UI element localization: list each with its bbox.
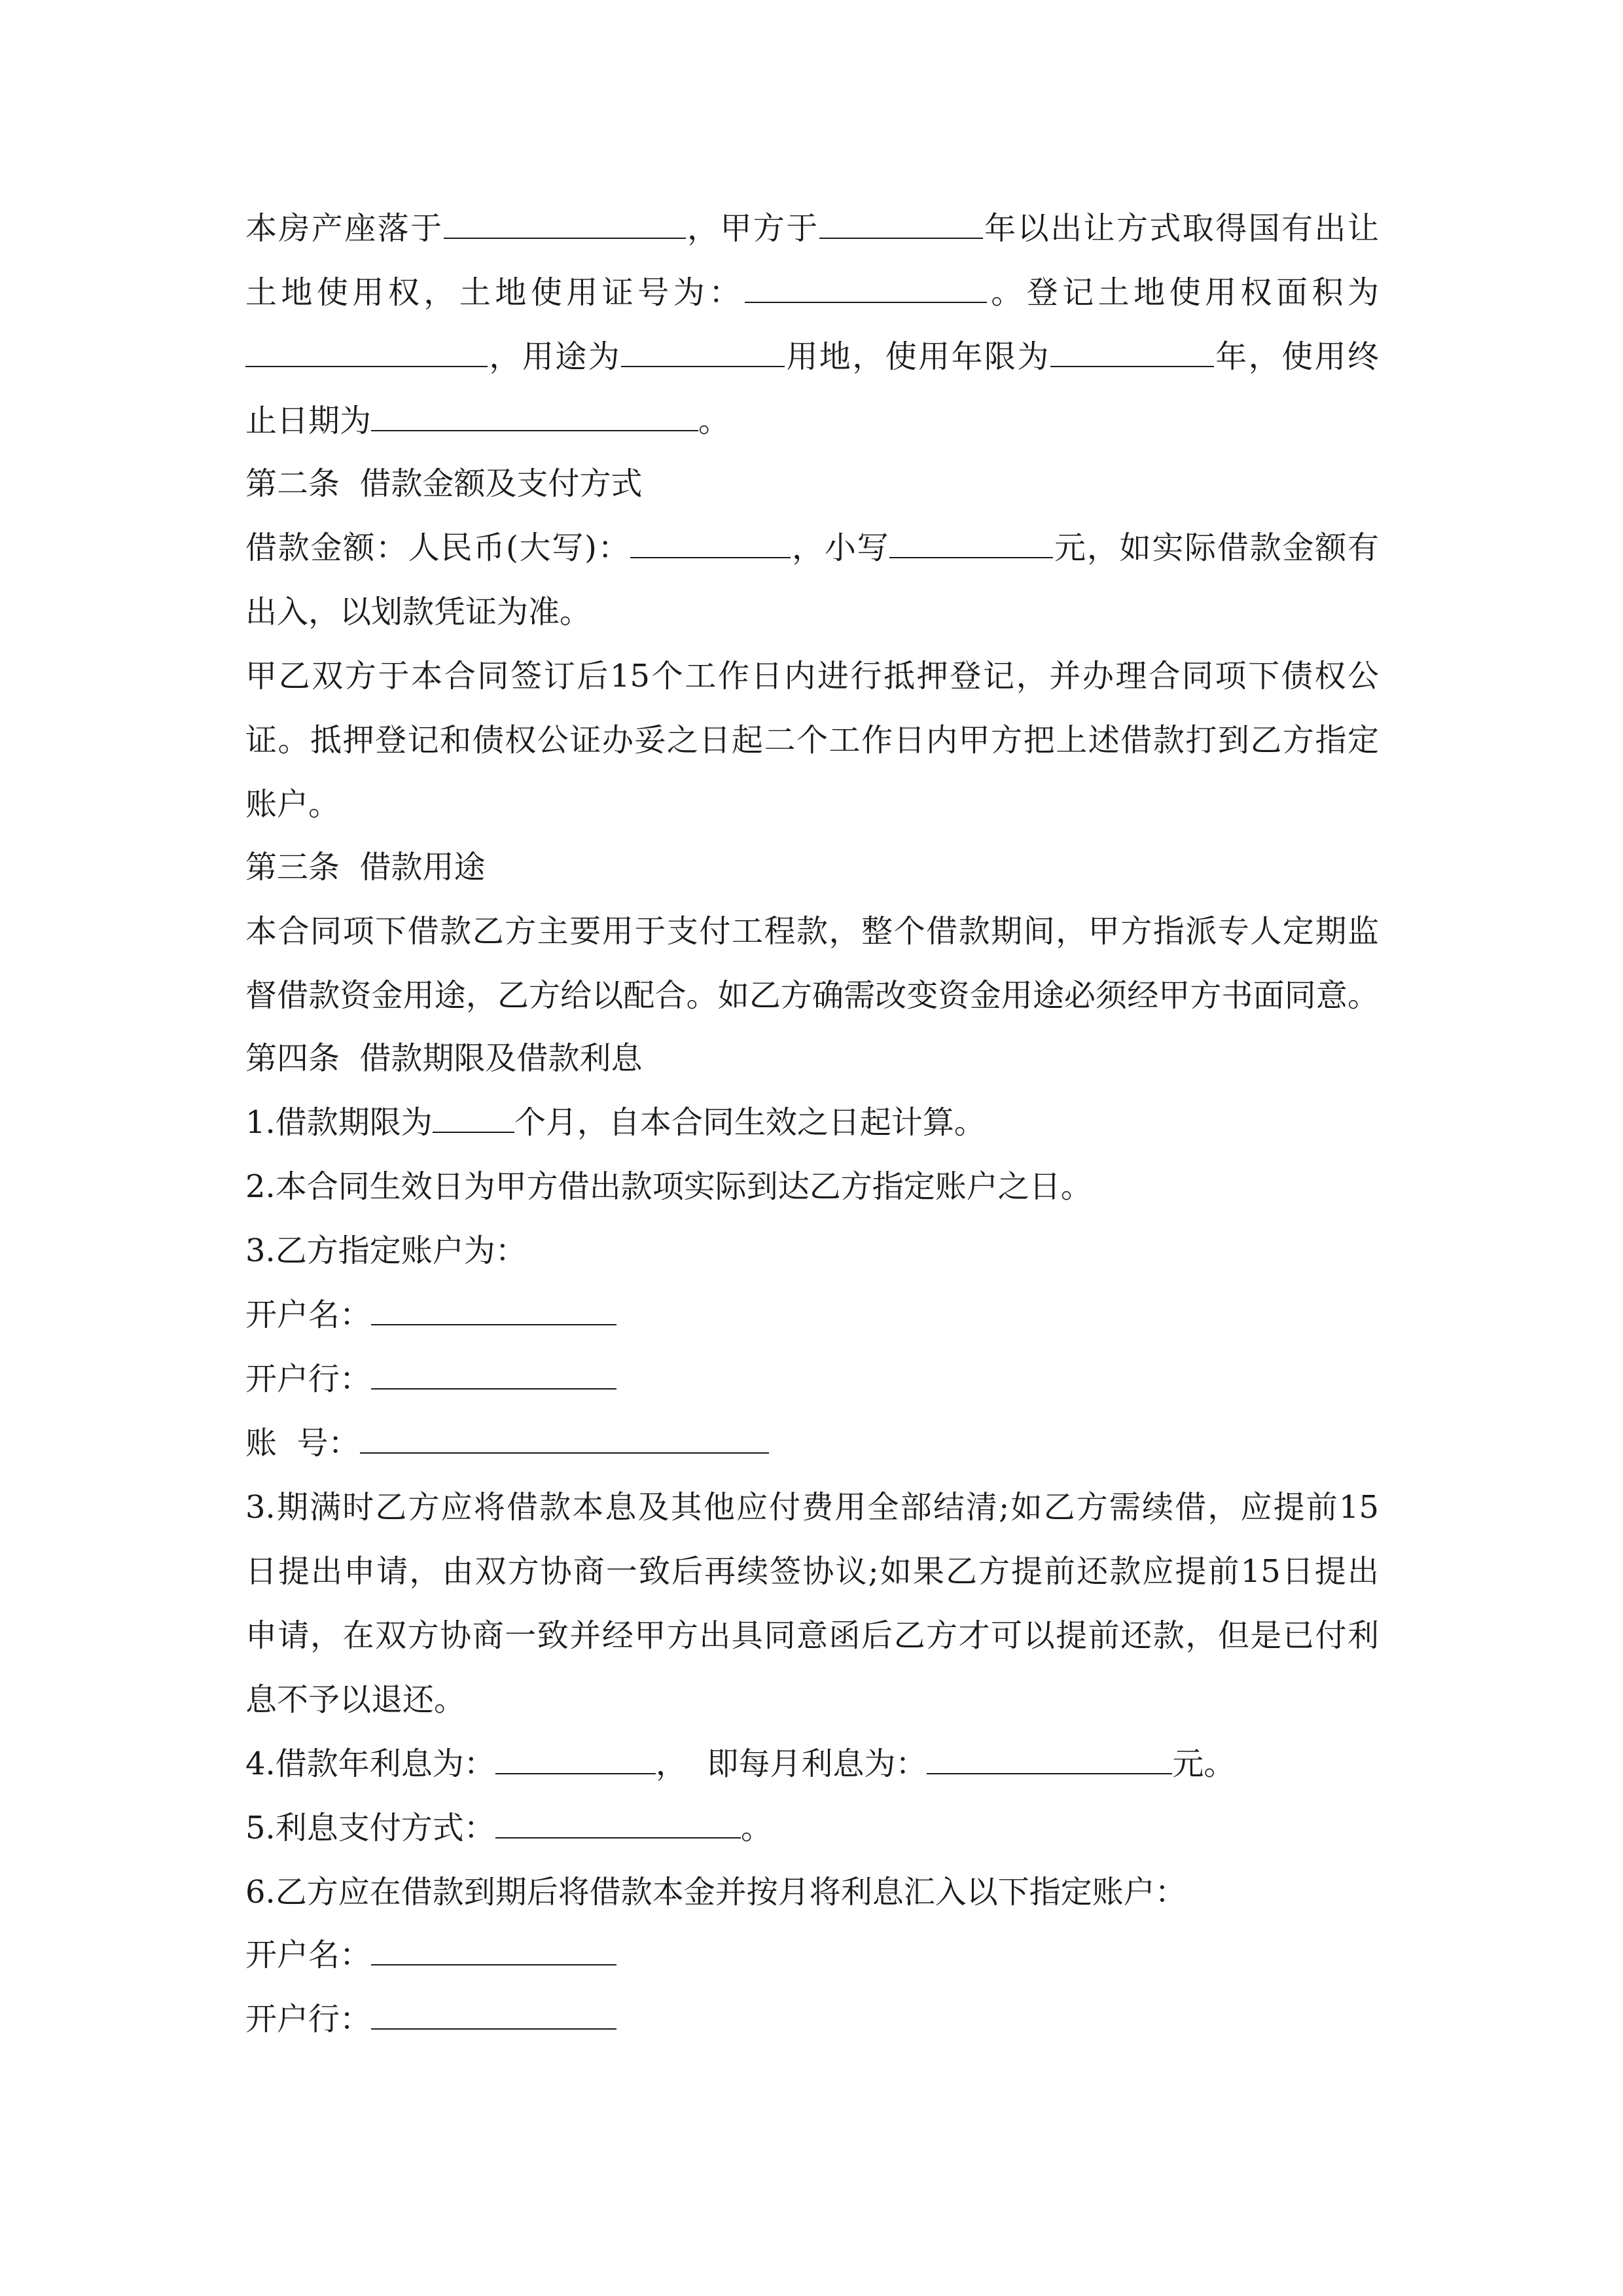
paragraph-line (245, 910, 1379, 952)
line-text: 用地，使用年限为 (785, 338, 1050, 375)
paragraph-line (245, 1422, 1379, 1464)
line-text: 年以出让方式取得国有出让 (982, 210, 1379, 247)
line-text: ，甲方于 (685, 210, 819, 247)
line-text: 第四条 借款期限及借款利息 (245, 1040, 643, 1077)
fill-in-blank[interactable] (927, 1743, 1172, 1774)
paragraph-line (245, 400, 1379, 442)
line-text: 年，使用终 (1213, 338, 1379, 375)
fill-in-blank[interactable] (371, 400, 698, 431)
paragraph-line (245, 272, 1379, 314)
fill-in-blank[interactable] (889, 527, 1053, 558)
paragraph-line (245, 1807, 1379, 1849)
paragraph-line (245, 336, 1379, 378)
paragraph-line (245, 1358, 1379, 1400)
fill-in-blank[interactable] (495, 1807, 741, 1839)
line-text: 出入，以划款凭证为准。 (245, 594, 592, 630)
line-text: 息不予以退还。 (245, 1681, 466, 1718)
fill-in-blank[interactable] (1050, 336, 1214, 367)
line-text: 3.期满时乙方应将借款本息及其他应付费用全部结清;如乙方需续借，应提前15 (245, 1489, 1379, 1526)
fill-in-blank[interactable] (371, 1358, 616, 1390)
line-text: 3.乙方指定账户为： (245, 1232, 527, 1269)
paragraph-line (245, 591, 1379, 633)
fill-in-blank[interactable] (371, 1998, 616, 2030)
line-text: 证。抵押登记和债权公证办妥之日起二个工作日内甲方把上述借款打到乙方指定 (245, 722, 1379, 759)
line-text: 开户行： (245, 2001, 372, 2037)
line-text: 本房产座落于 (245, 210, 444, 247)
line-text: 个月，自本合同生效之日起计算。 (514, 1104, 986, 1141)
fill-in-blank[interactable] (745, 272, 987, 303)
line-text: 申请，在双方协商一致并经甲方出具同意函后乙方才可以提前还款，但是已付利 (245, 1617, 1379, 1654)
line-text: 甲乙双方于本合同签订后15个工作日内进行抵押登记，并办理合同项下债权公 (245, 658, 1379, 694)
line-text: 本合同项下借款乙方主要用于支付工程款，整个借款期间，甲方指派专人定期监 (245, 913, 1379, 950)
paragraph-line (245, 783, 1379, 825)
line-text: 。 (698, 403, 730, 439)
fill-in-blank[interactable] (371, 1934, 616, 1965)
fill-in-blank[interactable] (360, 1422, 769, 1454)
fill-in-blank[interactable] (245, 336, 488, 367)
paragraph-line (245, 527, 1379, 569)
paragraph-line (245, 1998, 1379, 2040)
line-text: 止日期为 (245, 403, 372, 439)
paragraph-line (245, 1102, 1379, 1143)
line-text: 借款金额：人民币(大写)： (245, 529, 631, 566)
line-text: 督借款资金用途，乙方给以配合。如乙方确需改变资金用途必须经甲方书面同意。 (245, 977, 1379, 1014)
paragraph-line (245, 719, 1379, 761)
paragraph-line (245, 846, 1379, 888)
line-text: ，小写 (791, 529, 890, 566)
paragraph-line (245, 1551, 1379, 1592)
line-text: ，用途为 (488, 338, 622, 375)
line-text: 日提出申请，由双方协商一致后再续签协议;如果乙方提前还款应提前15日提出 (245, 1553, 1379, 1590)
fill-in-blank[interactable] (630, 527, 791, 558)
paragraph-line (245, 1294, 1379, 1336)
paragraph-line (245, 1166, 1379, 1208)
line-text: 第二条 借款金额及支付方式 (245, 465, 643, 502)
fill-in-blank[interactable] (495, 1743, 656, 1774)
paragraph-line (245, 1743, 1379, 1785)
line-text: ， 即每月利息为： (655, 1746, 927, 1782)
paragraph-line (245, 1037, 1379, 1079)
fill-in-blank[interactable] (621, 336, 785, 367)
paragraph-line (245, 1679, 1379, 1721)
paragraph-line (245, 1871, 1379, 1913)
line-text: 账 号： (245, 1425, 360, 1462)
line-text: 账户。 (245, 786, 340, 823)
line-text: 开户名： (245, 1937, 372, 1973)
paragraph-line (245, 1486, 1379, 1528)
line-text: 6.乙方应在借款到期后将借款本金并按月将利息汇入以下指定账户： (245, 1874, 1186, 1910)
line-text: 5.利息支付方式： (245, 1810, 495, 1846)
line-text: 第三条 借款用途 (245, 849, 486, 886)
line-text: 。登记土地使用权面积为 (986, 274, 1379, 311)
paragraph-line (245, 655, 1379, 697)
paragraph-line (245, 1615, 1379, 1657)
line-text: 元。 (1172, 1746, 1236, 1782)
line-text: 开户行： (245, 1361, 372, 1397)
paragraph-line (245, 1934, 1379, 1976)
line-text: 元，如实际借款金额有 (1053, 529, 1379, 566)
line-text: 4.借款年利息为： (245, 1746, 495, 1782)
line-text: 开户名： (245, 1297, 372, 1333)
line-text: 2.本合同生效日为甲方借出款项实际到达乙方指定账户之日。 (245, 1168, 1092, 1205)
paragraph-line (245, 463, 1379, 505)
fill-in-blank[interactable] (444, 207, 686, 239)
line-text: 1.借款期限为 (245, 1104, 433, 1141)
paragraph-line (245, 975, 1379, 1016)
line-text: 。 (740, 1810, 772, 1846)
line-text: 土地使用权，土地使用证号为： (245, 274, 745, 311)
paragraph-line (245, 207, 1379, 249)
fill-in-blank[interactable] (371, 1294, 616, 1325)
paragraph-line (245, 1230, 1379, 1272)
fill-in-blank[interactable] (819, 207, 983, 239)
fill-in-blank[interactable] (433, 1102, 514, 1133)
